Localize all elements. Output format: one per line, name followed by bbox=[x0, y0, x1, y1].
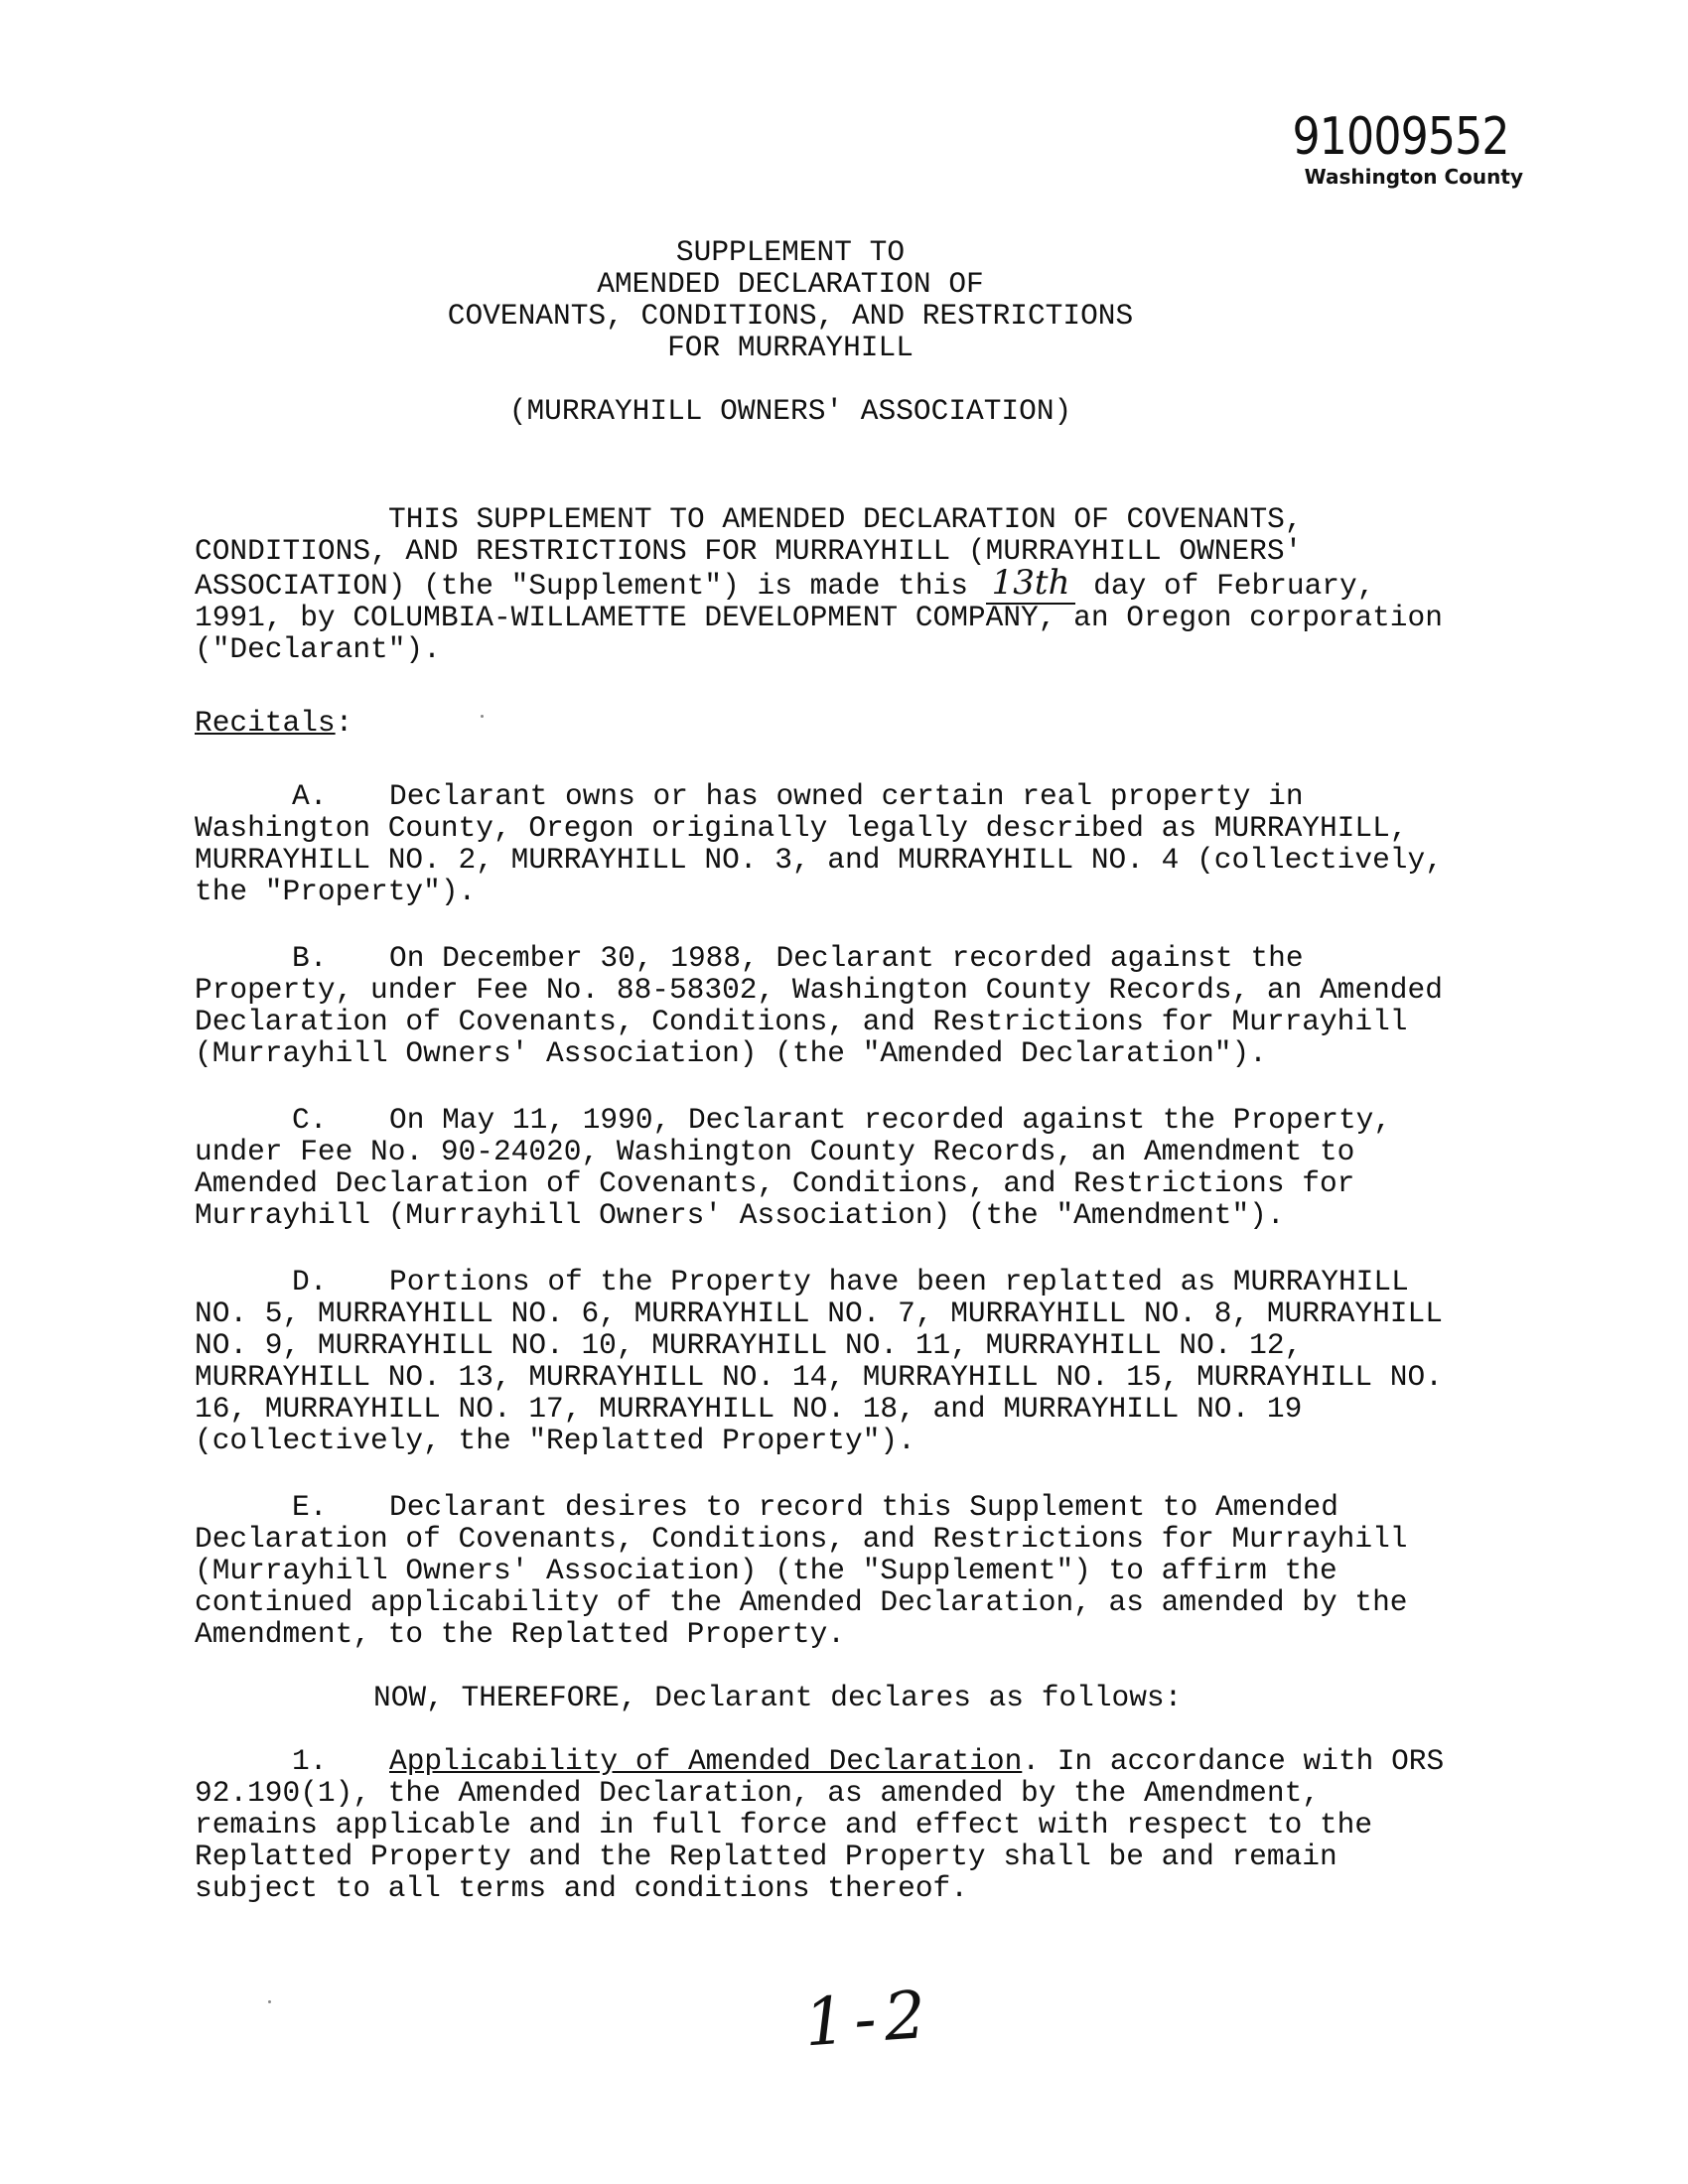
recital-letter: E. bbox=[292, 1490, 328, 1524]
recital-letter: D. bbox=[292, 1265, 328, 1298]
document-title bbox=[125, 236, 1456, 427]
document-body bbox=[195, 235, 1462, 1905]
now-therefore-clause: NOW, THEREFORE, Declarant declares as follows: bbox=[373, 1681, 1183, 1714]
scan-speck bbox=[268, 2000, 271, 2003]
recital-a bbox=[195, 779, 1461, 908]
section-text: In accordance with ORS 92.190(1), the Amended Declaration, as amended by the Amendment, remains applicable and in full force and effect with respect to the Replatted Property and the Replatted Property shall be and remain subject to all terms and conditions thereof. bbox=[195, 1744, 1462, 1905]
recording-number: 91009552 bbox=[1292, 107, 1509, 167]
recital-text: On December 30, 1988, Declarant recorded against the Property, under Fee No. 88-58302, Washington County Records, an Amended Declaration of Covenants, Conditions, and Restrictions for Murrayhill (Murrayhill Owners' Association) (the "Amended Declaration"). bbox=[195, 941, 1461, 1070]
recital-letter: A. bbox=[292, 779, 328, 813]
recital-b bbox=[195, 941, 1461, 1070]
intro-text-before: THIS SUPPLEMENT TO AMENDED DECLARATION OF COVENANTS, CONDITIONS, AND RESTRICTIONS FOR MURRAYHILL (MURRAYHILL OWNERS' ASSOCIATION) (the "Supplement") is made this bbox=[195, 502, 1321, 603]
title-line-4: FOR MURRAYHILL bbox=[667, 331, 914, 364]
intro-paragraph bbox=[195, 502, 1461, 666]
section-heading-period: . bbox=[1022, 1744, 1041, 1778]
recital-e bbox=[195, 1491, 1456, 1650]
recital-letter: B. bbox=[292, 941, 328, 975]
recital-d bbox=[195, 1265, 1461, 1457]
recording-county: Washington County bbox=[1304, 165, 1523, 189]
recital-text: On May 11, 1990, Declarant recorded against the Property, under Fee No. 90-24020, Washington County Records, an Amendment to Amended Declaration of Covenants, Conditions, and Restrictions for Murrayhill (Murrayhill Owners' Association) (the "Amendment"). bbox=[195, 1103, 1409, 1232]
recital-c bbox=[195, 1104, 1456, 1231]
section-number: 1. bbox=[292, 1744, 328, 1778]
section-heading: Applicability of Amended Declaration bbox=[389, 1744, 1023, 1778]
handwritten-page-mark: 1-2 bbox=[801, 1976, 936, 2062]
recitals-heading bbox=[195, 707, 1456, 739]
recording-stamp bbox=[1254, 107, 1523, 189]
scan-speck bbox=[481, 715, 484, 718]
recital-text: Portions of the Property have been replatted as MURRAYHILL NO. 5, MURRAYHILL NO. 6, MURRAYHILL NO. 7, MURRAYHILL NO. 8, MURRAYHILL NO. 9, MURRAYHILL NO. 10, MURRAYHILL NO. 11, MURRAYHILL NO. 12, MURRAYHILL NO. 13, MURRAYHILL NO. 14, MURRAYHILL NO. 15, MURRAYHILL NO. 16, MURRAYHILL NO. 17, MURRAYHILL NO. 18, and MURRAYHILL NO. 19 (collectively, the "Replatted Property"). bbox=[195, 1265, 1461, 1457]
recitals-heading-colon: : bbox=[335, 706, 353, 740]
title-line-1: SUPPLEMENT TO bbox=[675, 235, 906, 269]
title-line-2: AMENDED DECLARATION OF bbox=[597, 267, 984, 301]
document-subtitle: (MURRAYHILL OWNERS' ASSOCIATION) bbox=[508, 394, 1072, 428]
recital-letter: C. bbox=[292, 1103, 328, 1137]
section-1 bbox=[195, 1744, 1462, 1905]
intro-text-after: day of February, 1991, by COLUMBIA-WILLAMETTE DEVELOPMENT COMPANY, an Oregon corporation ("Declarant"). bbox=[195, 569, 1461, 666]
recitals-heading-text: Recitals bbox=[195, 706, 336, 740]
handwritten-day: 13th bbox=[986, 563, 1076, 605]
title-line-3: COVENANTS, CONDITIONS, AND RESTRICTIONS bbox=[447, 299, 1134, 333]
recital-text: Declarant owns or has owned certain real property in Washington County, Oregon originally legally described as MURRAYHILL, MURRAYHILL NO. 2, MURRAYHILL NO. 3, and MURRAYHILL NO. 4 (collectively, the "Property"). bbox=[195, 779, 1461, 908]
recital-text: Declarant desires to record this Supplement to Amended Declaration of Covenants, Conditions, and Restrictions for Murrayhill (Murrayhill Owners' Association) (the "Supplement") to affirm the continued applicability of the Amended Declaration, as amended by the Amendment, to the Replatted Property. bbox=[195, 1490, 1426, 1651]
